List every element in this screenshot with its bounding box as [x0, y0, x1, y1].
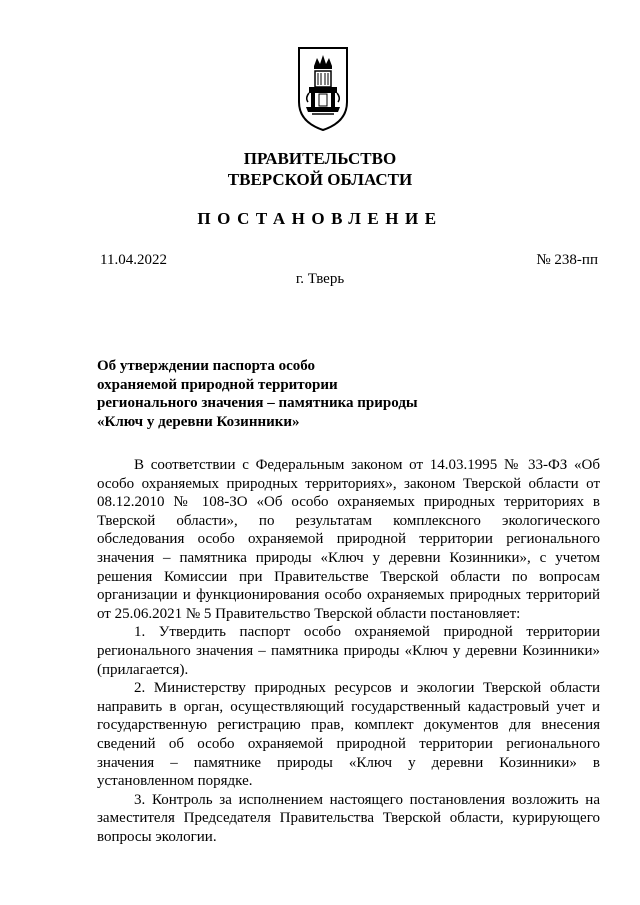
document-type: ПОСТАНОВЛЕНИЕ	[197, 209, 443, 228]
subject-line: Об утверждении паспорта особо	[97, 358, 316, 374]
body-paragraph: В соответствии с Федеральным законом от 14.03.1995 № 33-ФЗ «Об особо охраняемых природных территориях», законом Тверской области от 08.12.2010 № 108-ЗО «Об особо охраняемых природных территориях в Тверской области», по результатам комплексного экологического обследования особо охраняемой природной территории регионального значения – памятника природы «Ключ у деревни Козинники», с учетом решения Комиссии при Правительстве Тверской области по вопросам организации и функционирования особо охраняемых природных территорий от 25.06.2021 № 5 Правительство Тверской области постановляет:	[97, 457, 600, 622]
document-number: № 238-пп	[536, 252, 598, 268]
subject-line: «Ключ у деревни Козинники»	[97, 413, 300, 430]
body-paragraph: 1. Утвердить паспорт особо охраняемой природной территории регионального значения – памятника природы «Ключ у деревни Козинники» (прилагается).	[97, 624, 600, 678]
body-paragraph: 2. Министерству природных ресурсов и экологии Тверской области направить в орган, осуществляющий государственный кадастровый учет и государственную регистрацию прав, комплект документов для внесения сведений об особо охраняемой природной территории регионального значения – памятнике природы «Ключ у деревни Козинники» в установленном порядке.	[97, 680, 600, 790]
organization-title-line: ПРАВИТЕЛЬСТВО	[243, 149, 397, 168]
document-date: 11.04.2022	[100, 252, 167, 268]
organization-title-line: ТВЕРСКОЙ ОБЛАСТИ	[227, 170, 413, 189]
subject-line: охраняемой природной территории	[97, 376, 338, 393]
document-subject	[97, 357, 457, 431]
document-body	[97, 456, 600, 846]
document-city: г. Тверь	[295, 271, 345, 287]
body-paragraph: 3. Контроль за исполнением настоящего постановления возложить на заместителя Председателя Правительства Тверской области, курирующего вопросы экологии.	[97, 791, 600, 845]
tver-region-coat-of-arms-icon	[296, 44, 350, 132]
organization-title	[0, 148, 640, 190]
subject-line: регионального значения – памятника природы	[97, 395, 418, 411]
